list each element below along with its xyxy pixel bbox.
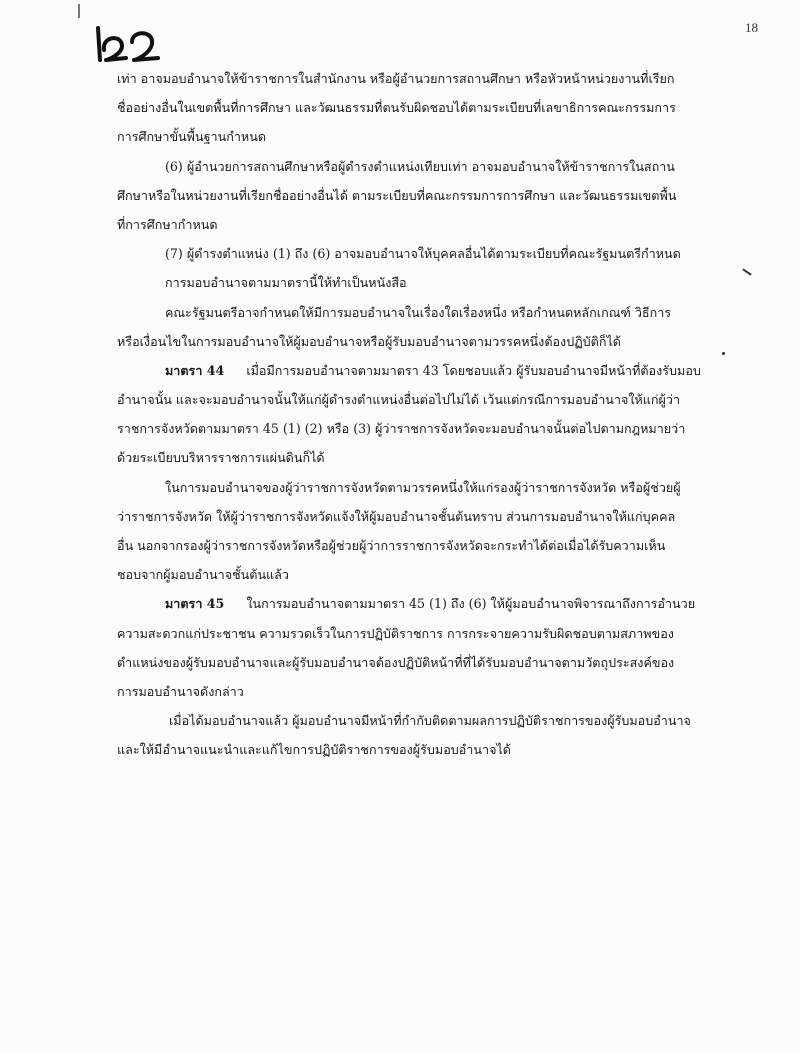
text-line: เท่า อาจมอบอำนาจให้ข้าราชการในสำนักงาน หรือผู้อำนวยการสถานศึกษา หรือหัวหน้าหน่วยงานที่เรียก	[117, 71, 675, 86]
document-body	[117, 64, 757, 765]
section-text: ในการมอบอำนาจตามมาตรา 45 (1) ถึง (6) ให้ผู้มอบอำนาจพิจารณาถึงการอำนวย	[246, 596, 696, 612]
text-line: และให้มีอำนาจแนะนำและแก้ไขการปฏิบัติราชการของผู้รับมอบอำนาจได้	[117, 742, 511, 758]
text-line: การมอบอำนาจตามมาตรานี้ให้ทำเป็นหนังสือ	[165, 275, 407, 291]
section-45-line	[117, 589, 757, 618]
text-line: ชื่ออย่างอื่นในเขตพื้นที่การศึกษา และวัฒนธรรมที่ตนรับผิดชอบได้ตามระเบียบที่เลขาธิการคณะกรรมการ	[117, 100, 676, 116]
text-line: การศึกษาขั้นพื้นฐานกำหนด	[117, 129, 266, 145]
text-line: อำนาจนั้น และจะมอบอำนาจนั้นให้แก่ผู้ดำรงตำแหน่งอื่นต่อไปไม่ได้ เว้นแต่กรณีการมอบอำนาจให้แก่ผู้ว่า	[117, 392, 681, 408]
handwritten-page-annotation-icon	[92, 20, 172, 64]
text-line: ตำแหน่งของผู้รับมอบอำนาจและผู้รับมอบอำนาจต้องปฏิบัติหน้าที่ที่ได้รับมอบอำนาจตามวัตถุประสงค์ของ	[117, 654, 675, 670]
text-line: ที่การศึกษากำหนด	[117, 216, 218, 232]
section-label: มาตรา 45	[165, 596, 225, 612]
section-text: เมื่อมีการมอบอำนาจตามมาตรา 43 โดยชอบแล้ว ผู้รับมอบอำนาจมีหน้าที่ต้องรับมอบ	[246, 362, 701, 378]
page-number: 18	[745, 20, 758, 35]
text-line: ราชการจังหวัดตามมาตรา 45 (1) (2) หรือ (3) ผู้ว่าราชการจังหวัดจะมอบอำนาจนั้นต่อไปตามกฎหมายว่า	[117, 421, 686, 437]
text-line: หรือเงื่อนไขในการมอบอำนาจให้ผู้มอบอำนาจหรือผู้รับมอบอำนาจตามวรรคหนึ่งต้องปฏิบัติก็ได้	[117, 333, 621, 349]
text-line: ศึกษาหรือในหน่วยงานที่เรียกชื่ออย่างอื่นได้ ตามระเบียบที่คณะกรรมการการศึกษา และวัฒนธรรมเขตพื้น	[117, 187, 677, 203]
text-line: การมอบอำนาจดังกล่าว	[117, 683, 244, 699]
text-line: ชอบจากผู้มอบอำนาจชั้นต้นแล้ว	[117, 567, 289, 583]
text-line: ว่าราชการจังหวัด ให้ผู้ว่าราชการจังหวัดแจ้งให้ผู้มอบอำนาจชั้นต้นทราบ ส่วนการมอบอำนาจให้แก่บุคคล	[117, 508, 676, 524]
text-line: (6) ผู้อำนวยการสถานศึกษาหรือผู้ดำรงตำแหน่งเทียบเท่า อาจมอบอำนาจให้ข้าราชการในสถาน	[165, 158, 675, 174]
text-line: (7) ผู้ดำรงตำแหน่ง (1) ถึง (6) อาจมอบอำนาจให้บุคคลอื่นได้ตามระเบียบที่คณะรัฐมนตรีกำหนด	[165, 246, 681, 262]
text-line: ในการมอบอำนาจของผู้ว่าราชการจังหวัดตามวรรคหนึ่งให้แก่รองผู้ว่าราชการจังหวัด หรือผู้ช่วยผู้	[165, 479, 681, 495]
text-line: ความสะดวกแก่ประชาชน ความรวดเร็วในการปฏิบัติราชการ การกระจายความรับผิดชอบตามสภาพของ	[117, 625, 674, 641]
text-line: คณะรัฐมนตรีอาจกำหนดให้มีการมอบอำนาจในเรื่องใดเรื่องหนึ่ง หรือกำหนดหลักเกณฑ์ วิธีการ	[165, 304, 672, 320]
scan-mark	[78, 4, 80, 18]
section-label: มาตรา 44	[165, 362, 225, 378]
text-line: อื่น นอกจากรองผู้ว่าราชการจังหวัดหรือผู้ช่วยผู้ว่าการราชการจังหวัดจะกระทำได้ต่อเมื่อได้รับความเห็น	[117, 538, 666, 553]
section-44-line	[117, 356, 757, 385]
text-line: ด้วยระเบียบบริหารราชการแผ่นดินก็ได้	[117, 450, 325, 466]
text-line: เมื่อได้มอบอำนาจแล้ว ผู้มอบอำนาจมีหน้าที่กำกับติดตามผลการปฏิบัติราชการของผู้รับมอบอำนาจ	[169, 713, 691, 729]
